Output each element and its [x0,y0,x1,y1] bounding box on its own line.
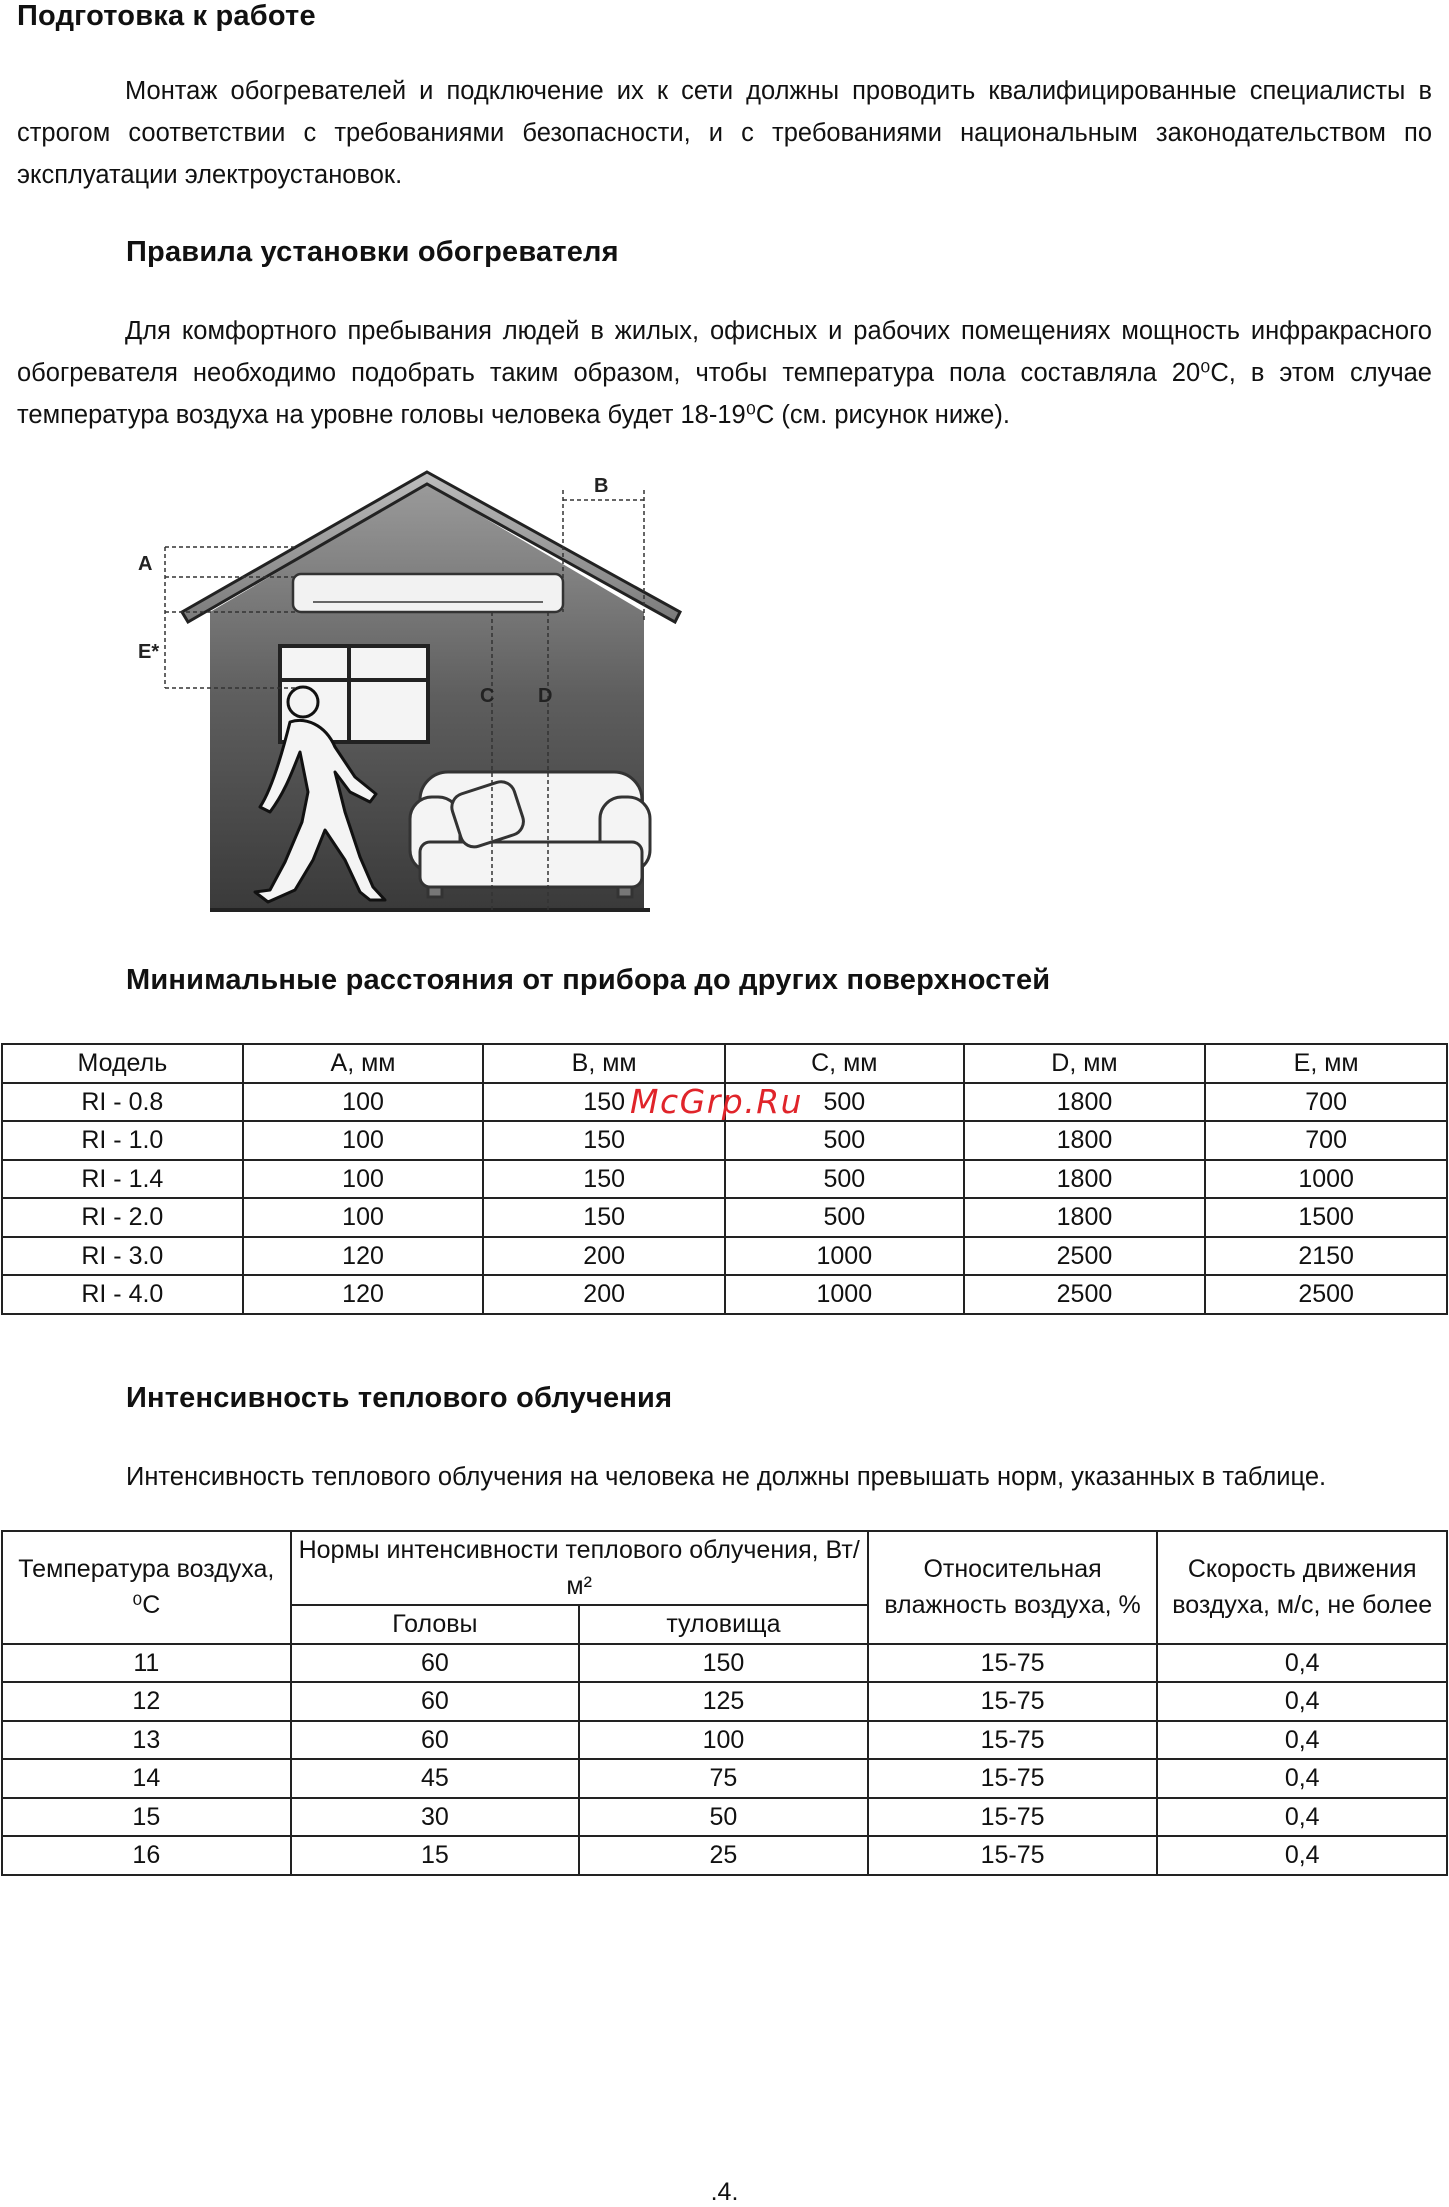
paragraph-irradiation: Интенсивность теплового облучения на человека не должны превышать норм, указанных в таблице. [126,1463,1327,1491]
table-cell: 1500 [1205,1198,1447,1237]
table-cell: RI - 0.8 [2,1083,243,1122]
table-cell: 50 [579,1798,868,1837]
table-cell: 100 [243,1083,484,1122]
paragraph-comfort-temperature: Для комфортного пребывания людей в жилых, офисных и рабочих помещениях мощность инфракрасного обогревателя необходимо подобрать таким образом, чтобы температура пола составляла 20⁰С, в этом случае температура воздуха на уровне головы человека будет 18-19⁰С (см. рисунок ниже). [17,317,1432,429]
table-row [2,1682,1447,1721]
col-header-model: Модель [2,1044,243,1083]
table-row [2,1160,1447,1199]
col-header-body: туловища [579,1605,868,1644]
label-a: A [138,553,153,575]
table-cell: 500 [725,1198,964,1237]
col-header-air-speed: Скорость движения воздуха, м/с, не более [1157,1531,1447,1644]
heading-irradiation: Интенсивность теплового облучения [126,1382,673,1414]
col-header-a: А, мм [243,1044,484,1083]
table-cell: 500 [725,1160,964,1199]
table-cell: 100 [579,1721,868,1760]
table-row [2,1798,1447,1837]
table-cell: 11 [2,1644,291,1683]
col-header-norms: Нормы интенсивности теплового облучения, Вт/м² [291,1531,868,1605]
table-row [2,1121,1447,1160]
label-b: B [594,475,609,497]
table-cell: 100 [243,1121,484,1160]
col-header-d: D, мм [964,1044,1206,1083]
table-cell: 16 [2,1836,291,1875]
table-cell: 1800 [964,1083,1206,1122]
table-cell: 150 [579,1644,868,1683]
table-cell: 12 [2,1682,291,1721]
table-cell: 500 [725,1121,964,1160]
table-cell: 0,4 [1157,1759,1447,1798]
table-cell: 15-75 [868,1721,1158,1760]
col-header-temperature: Температура воздуха, ⁰С [2,1531,291,1644]
table-cell: 13 [2,1721,291,1760]
table-cell: 120 [243,1275,484,1314]
table-cell: 14 [2,1759,291,1798]
table-cell: 15 [2,1798,291,1837]
table-row [2,1237,1447,1276]
heater-unit [293,574,563,612]
table-cell: 100 [243,1198,484,1237]
table-cell: 150 [483,1160,725,1199]
table-cell: 0,4 [1157,1682,1447,1721]
table-cell: 60 [291,1644,579,1683]
table-cell: 15-75 [868,1759,1158,1798]
table-cell: 150 [483,1198,725,1237]
table-header-row [2,1531,1447,1605]
col-header-humidity: Относительная влажность воздуха, % [868,1531,1158,1644]
table-cell: 0,4 [1157,1836,1447,1875]
table-row [2,1198,1447,1237]
table-cell: 75 [579,1759,868,1798]
table-cell: RI - 2.0 [2,1198,243,1237]
label-d: D [538,685,553,707]
table-cell: 500 [725,1083,964,1122]
table-cell: 150 [483,1121,725,1160]
table-cell: 15-75 [868,1836,1158,1875]
table-row [2,1275,1447,1314]
label-e: E* [138,641,160,663]
table-row [2,1759,1447,1798]
table-cell: 30 [291,1798,579,1837]
table-cell: 1800 [964,1121,1206,1160]
table-row [2,1721,1447,1760]
table-cell: 100 [243,1160,484,1199]
table-cell: 125 [579,1682,868,1721]
col-header-e: Е, мм [1205,1044,1447,1083]
table-cell: 2500 [1205,1275,1447,1314]
table-cell: 200 [483,1275,725,1314]
table-cell: 2500 [964,1237,1206,1276]
table-cell: 60 [291,1682,579,1721]
heading-min-distances: Минимальные расстояния от прибора до других поверхностей [126,964,1051,996]
heading-preparation: Подготовка к работе [17,0,316,32]
table-cell: 0,4 [1157,1721,1447,1760]
table-row [2,1644,1447,1683]
table-cell: 150 [483,1083,725,1122]
sofa [410,772,650,897]
col-header-head: Головы [291,1605,579,1644]
table-cell: RI - 3.0 [2,1237,243,1276]
watermark: McGrp.Ru [630,1082,804,1121]
table-cell: 15-75 [868,1798,1158,1837]
table-cell: 2150 [1205,1237,1447,1276]
table-cell: 120 [243,1237,484,1276]
table-cell: 45 [291,1759,579,1798]
table-cell: RI - 1.4 [2,1160,243,1199]
col-header-b: В, мм [483,1044,725,1083]
table-cell: 200 [483,1237,725,1276]
table-cell: 1800 [964,1198,1206,1237]
table-cell: 1800 [964,1160,1206,1199]
table-cell: 0,4 [1157,1644,1447,1683]
table-cell: 1000 [1205,1160,1447,1199]
table-cell: 25 [579,1836,868,1875]
paragraph-installation-requirements: Монтаж обогревателей и подключение их к сети должны проводить квалифицированные специалисты в строгом соответствии с требованиями безопасности, и с требованиями национальным законодательством по эксплуатации электроустановок. [17,77,1432,189]
col-header-c: С, мм [725,1044,964,1083]
label-c: C [480,685,495,707]
table-cell: 700 [1205,1083,1447,1122]
table-cell: 15-75 [868,1644,1158,1683]
table-cell: 0,4 [1157,1798,1447,1837]
table-cell: 15 [291,1836,579,1875]
table-cell: 60 [291,1721,579,1760]
irradiation-table [1,1530,1448,1876]
table-cell: 1000 [725,1275,964,1314]
table-header-row [2,1044,1447,1083]
table-row [2,1836,1447,1875]
installation-diagram [120,462,700,922]
table-cell: 2500 [964,1275,1206,1314]
table-cell: 1000 [725,1237,964,1276]
table-cell: 700 [1205,1121,1447,1160]
heading-installation-rules: Правила установки обогревателя [126,236,619,268]
table-cell: RI - 1.0 [2,1121,243,1160]
table-cell: 15-75 [868,1682,1158,1721]
table-cell: RI - 4.0 [2,1275,243,1314]
page-number: .4. [710,2178,739,2206]
